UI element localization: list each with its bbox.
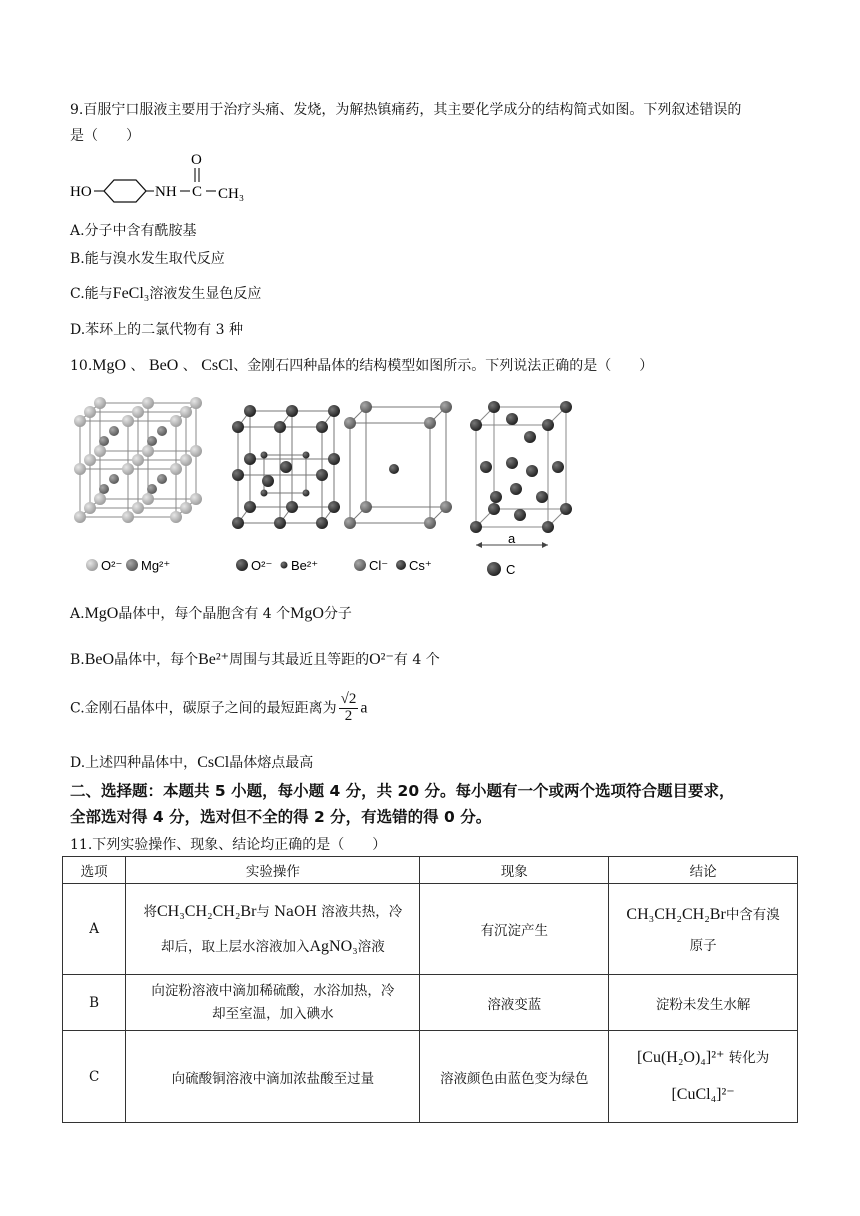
header-conclusion: 结论 [609,857,798,884]
row-a-conc-chem: CH₃CH₂CH₂Br [626,905,726,923]
sep-1: 、 [130,358,145,374]
q10-stem [70,355,653,375]
q10-option-d [70,752,313,772]
mgo-crystal-model [74,397,202,573]
struct-c: C [192,184,203,200]
diamond-edge-label: a [508,531,516,546]
cscl-formula: CsCl [201,357,234,374]
q10-d-post: 晶体熔点最高 [229,755,314,771]
row-a-phenomenon: 有沉淀产生 [420,884,609,975]
row-a-op-text-4: 溶液 [357,939,385,955]
q9-stem-line1: 9.百服宁口服液主要用于治疗头痛、发烧，为解热镇痛药，其主要化学成分的结构简式如图。下列叙述错误的 [70,102,742,118]
struct-nh: NH [155,184,177,200]
q9-option-c-pre: C.能与 [70,286,113,302]
q10-b-be-ion: Be²⁺ [198,651,230,668]
beo-crystal-model [232,405,340,573]
struct-ch3: CH₃ [218,186,245,202]
row-c-conclusion [609,1031,798,1123]
table-row [63,975,798,1031]
q10-option-c [70,692,368,725]
q10-a-mgo-1: MgO [84,605,119,622]
q11-experiment-table [62,856,798,1123]
q9-option-c [70,283,261,303]
q10-b-o-ion: O²⁻ [369,651,394,668]
acetaminophen-structure [66,148,256,208]
legend-cscl-cl: Cl⁻ [369,558,389,573]
q10-option-b [70,649,440,669]
fraction-numerator: √2 [340,691,357,707]
table-header-row [63,857,798,884]
row-c-operation: 向硫酸铜溶液中滴加浓盐酸至过量 [126,1031,420,1123]
row-c-conc-text: 转化为 [728,1049,770,1066]
fraction-sqrt2-over-2 [339,692,359,725]
legend-cscl-cs: Cs⁺ [409,558,432,573]
q10-a-pre: A. [70,606,85,622]
struct-o: O [191,152,202,168]
q9-option-a: A.分子中含有酰胺基 [70,223,197,239]
q9-option-d: D.苯环上的二氯代物有 3 种 [70,322,243,338]
row-a-conc-text-2: 原子 [689,937,717,954]
row-b-operation [126,975,420,1031]
row-a-conc-text-1: 中含有溴 [725,906,780,923]
sep-2: 、 [182,358,197,374]
section2-instructions-line1: 二、选择题：本题共 5 小题，每小题 4 分，共 20 分。每小题有一个或两个选项符合题目要求， [70,782,735,800]
q9-option-c-post: 溶液发生显色反应 [149,286,262,302]
q10-option-a [70,603,352,623]
q9-stem-line2: 是（ ） [70,128,140,144]
row-c-conc-chem-1: [Cu(H₂O)₄]²⁺ [636,1048,725,1066]
section2-instructions-line2: 全部选对得 4 分，选对但不全的得 2 分，有选错的得 0 分。 [70,808,492,826]
row-c-conc-chem-2: [CuCl₄]²⁻ [671,1085,735,1103]
row-a-operation [126,884,420,975]
fecl3-formula: FeCl₃ [112,285,150,302]
beo-formula: BeO [148,357,179,374]
q10-d-cscl: CsCl [197,754,230,771]
legend-beo-o: O²⁻ [251,558,273,573]
row-b-option: B [63,975,126,1031]
q10-b-mid2: 周围与其最近且等距的 [229,652,370,668]
q10-c-var: a [360,699,368,717]
header-operation: 实验操作 [126,857,420,884]
q10-b-mid: 晶体中，每个 [114,652,199,668]
fraction-denominator: 2 [344,707,353,724]
row-b-phenomenon: 溶液变蓝 [420,975,609,1031]
q10-number: 10. [70,358,93,374]
mgo-formula: MgO [92,357,127,374]
q10-a-post: 分子 [323,606,352,622]
row-a-op-chem-1: CH₃CH₂CH₂Br [156,902,257,920]
row-b-op-text-2: 却至室温，加入碘水 [212,1005,334,1022]
row-b-op-text-1: 向淀粉溶液中滴加稀硫酸，水浴加热，冷 [151,982,395,999]
legend-mgo-mg: Mg²⁺ [141,558,171,573]
benzene-ring [104,180,146,202]
row-a-option: A [63,884,126,975]
header-phenomenon: 现象 [420,857,609,884]
struct-ho: HO [70,184,92,200]
row-c-option: C [63,1031,126,1123]
q10-stem-rest: 、金刚石四种晶体的结构模型如图所示。下列说法正确的是（ ） [233,358,654,374]
legend-mgo-o: O²⁻ [101,558,123,573]
table-row [63,884,798,975]
q10-a-mgo-2: MgO [290,605,324,622]
legend-diamond-c: C [506,562,516,577]
q9-option-b: B.能与溴水发生取代反应 [70,251,225,267]
q10-d-pre: D.上述四种晶体中， [70,755,198,771]
q10-a-mid: 晶体中，每个晶胞含有 4 个 [118,606,291,622]
q10-b-pre: B. [70,652,85,668]
row-a-op-text-3: 却后，取上层水溶液加入 [160,939,310,955]
row-a-conclusion [609,884,798,975]
q10-b-beo: BeO [84,651,115,668]
q10-c-pre: C.金刚石晶体中，碳原子之间的最短距离为 [70,700,337,717]
row-a-op-text-2: 与 NaOH 溶液共热，冷 [256,903,403,920]
legend-beo-be: Be²⁺ [291,558,319,573]
q10-b-post: 有 4 个 [393,652,440,668]
diamond-crystal-model [470,401,572,577]
cscl-crystal-model [344,401,452,573]
row-b-conclusion: 淀粉未发生水解 [609,975,798,1031]
crystal-structures-figure [68,393,808,585]
table-row [63,1031,798,1123]
q11-stem: 11.下列实验操作、现象、结论均正确的是（ ） [70,837,387,853]
header-option: 选项 [63,857,126,884]
row-a-op-text-1: 将 [143,903,157,920]
row-c-phenomenon: 溶液颜色由蓝色变为绿色 [420,1031,609,1123]
row-a-op-chem-2: AgNO₃ [309,938,358,955]
